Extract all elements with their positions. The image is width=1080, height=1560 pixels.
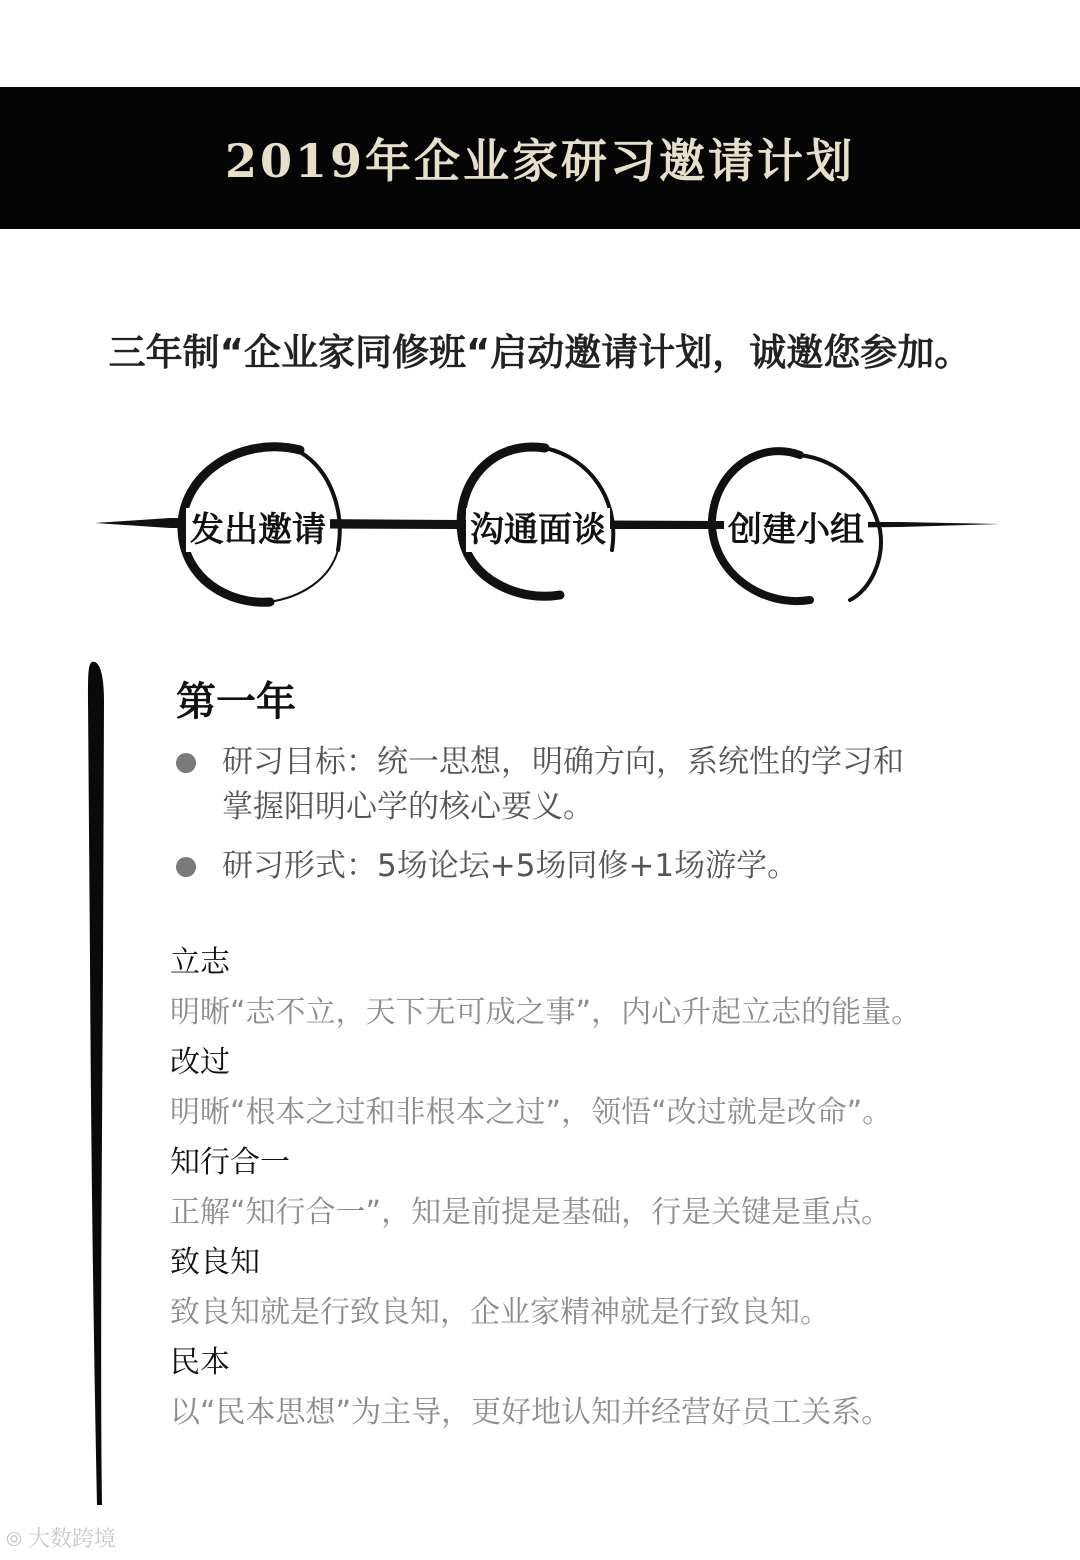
topic-title: 知行合一 xyxy=(170,1145,290,1180)
topic-title: 改过 xyxy=(170,1045,230,1080)
topic-description: 明晰“根本之过和非根本之过”，领悟“改过就是改命”。 xyxy=(170,1095,893,1130)
topic-list xyxy=(170,938,1020,1438)
bullet-icon xyxy=(176,857,196,877)
title-banner xyxy=(0,87,1080,229)
topic-description: 明晰“志不立，天下无可成之事”，内心升起立志的能量。 xyxy=(170,995,922,1030)
step-create-group: 创建小组 xyxy=(724,508,868,552)
step-interview: 沟通面谈 xyxy=(466,508,610,552)
topic-description: 以“民本思想”为主导，更好地认知并经营好员工关系。 xyxy=(170,1395,892,1430)
goal-text: 研习形式：5场论坛+5场同修+1场游学。 xyxy=(222,848,799,884)
tagline: 三年制“企业家同修班“启动邀请计划，诚邀您参加。 xyxy=(108,331,972,374)
page-title: 2019年企业家研习邀请计划 xyxy=(224,134,856,188)
topic-title: 立志 xyxy=(170,945,230,980)
process-steps xyxy=(0,430,1080,620)
goal-item xyxy=(176,844,936,889)
topic-description: 致良知就是行致良知，企业家精神就是行致良知。 xyxy=(170,1295,830,1330)
topic-title: 致良知 xyxy=(170,1245,260,1280)
goal-item xyxy=(176,740,936,830)
section-title: 第一年 xyxy=(176,679,296,725)
bullet-icon xyxy=(176,753,196,773)
topic-title: 民本 xyxy=(170,1345,230,1380)
goal-text: 研习目标：统一思想，明确方向，系统性的学习和掌握阳明心学的核心要义。 xyxy=(222,744,904,825)
watermark xyxy=(6,1522,116,1553)
vertical-brush-stroke xyxy=(78,660,118,1510)
watermark-text: 大数跨境 xyxy=(28,1527,117,1552)
step-send-invitation: 发出邀请 xyxy=(186,508,330,552)
goals-list xyxy=(176,740,936,903)
topic-description: 正解“知行合一”，知是前提是基础，行是关键是重点。 xyxy=(170,1195,892,1230)
logo-icon: ⦾ xyxy=(6,1527,22,1551)
